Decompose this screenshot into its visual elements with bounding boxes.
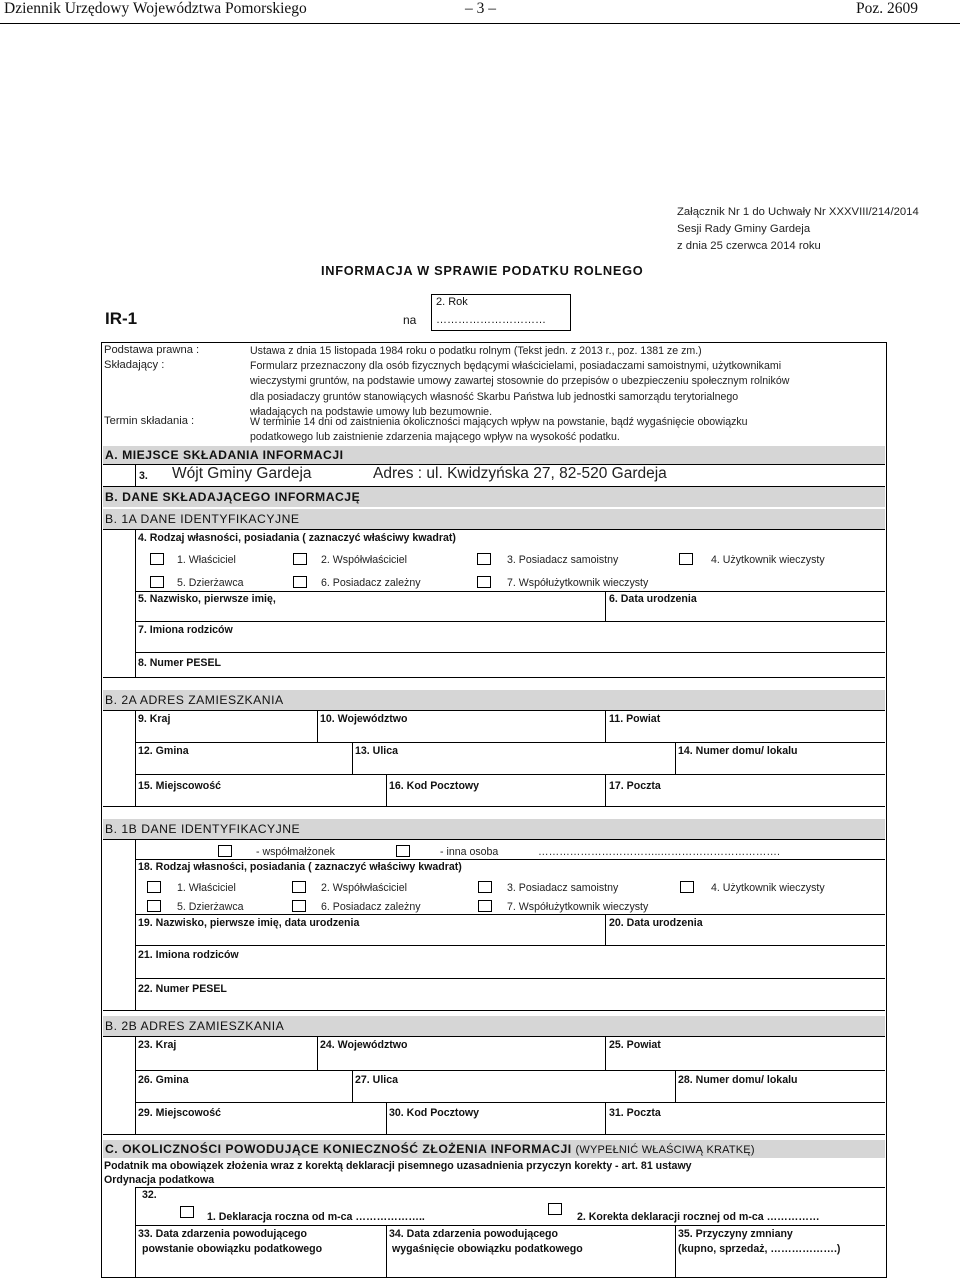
checkbox-perpetual-co-user[interactable] <box>477 576 491 588</box>
field-12-label: 12. Gmina <box>138 745 189 757</box>
section-line <box>103 806 885 807</box>
header-divider <box>0 23 960 24</box>
field-14-label: 14. Numer domu/ lokalu <box>678 745 798 757</box>
na-label: na <box>403 313 417 327</box>
option-independent-holder: 3. Posiadacz samoistny <box>507 554 619 566</box>
cell-border <box>352 1070 353 1102</box>
field-7-label: 7. Imiona rodziców <box>138 624 233 636</box>
form-code: IR-1 <box>105 309 138 328</box>
filer-label: Składający : <box>104 359 165 371</box>
cell-border <box>135 710 136 806</box>
section-c-heading: C. OKOLICZNOŚCI POWODUJĄCE KONIECZNOŚĆ ZŁOŻENIA INFORMACJI <box>105 1142 572 1156</box>
attachment-line: Sesji Rady Gminy Gardeja <box>677 223 811 235</box>
section-a-title: A. MIEJSCE SKŁADANIA INFORMACJI <box>103 446 885 464</box>
position-number: Poz. 2609 <box>856 0 918 17</box>
option-independent-holder-2: 3. Posiadacz samoistny <box>507 882 619 894</box>
attachment-line: z dnia 25 czerwca 2014 roku <box>677 240 821 252</box>
field-24-label: 24. Województwo <box>320 1039 408 1051</box>
office-name: Wójt Gminy Gardeja <box>172 465 312 482</box>
checkbox-dependent-holder-2[interactable] <box>292 900 306 912</box>
checkbox-tenant-2[interactable] <box>147 900 161 912</box>
deadline-line: podatkowego lub zaistnienie zdarzenia mającego wpływ na wysokość podatku. <box>250 431 620 444</box>
field-4-label: 4. Rodzaj własności, posiadania ( zaznaczyć właściwy kwadrat) <box>138 532 456 544</box>
attachment-note <box>677 204 919 255</box>
cell-line <box>135 1225 885 1226</box>
cell-border <box>317 1036 318 1070</box>
checkbox-correction[interactable] <box>548 1203 562 1215</box>
field-16-label: 16. Kod Pocztowy <box>389 780 480 792</box>
filer-line: wieczystymi gruntów, na podstawie umowy zawartej stosownie do przepisów o ubezpieczeniu społecznym rolników <box>250 375 790 388</box>
option-co-owner-2: 2. Współwłaściciel <box>321 882 407 894</box>
cell-line <box>135 978 885 979</box>
option-dependent-holder-2: 6. Posiadacz zależny <box>321 901 421 913</box>
cell-line <box>135 652 885 653</box>
cell-border <box>605 914 606 945</box>
year-dots: ………………………… <box>436 314 546 326</box>
field-11-label: 11. Powiat <box>609 713 661 725</box>
section-b2a-title: B. 2A ADRES ZAMIESZKANIA <box>103 690 885 710</box>
cell-line <box>135 1187 885 1188</box>
field-21-label: 21. Imiona rodziców <box>138 949 239 961</box>
checkbox-independent-holder-2[interactable] <box>478 881 492 893</box>
form-title: INFORMACJA W SPRAWIE PODATKU ROLNEGO <box>321 263 644 278</box>
option-tenant-2: 5. Dzierżawca <box>177 901 244 913</box>
section-b-title: B. DANE SKŁADAJĄCEGO INFORMACJĘ <box>103 487 885 507</box>
section-c-title <box>103 1140 885 1158</box>
checkbox-perpetual-co-user-2[interactable] <box>478 900 492 912</box>
checkbox-other-person[interactable] <box>396 845 410 857</box>
field-8-label: 8. Numer PESEL <box>138 657 222 669</box>
field-23-label: 23. Kraj <box>138 1039 177 1051</box>
cell-border <box>675 742 676 774</box>
option-co-owner: 2. Współwłaściciel <box>321 554 407 566</box>
cell-border <box>675 1070 676 1102</box>
field-25-label: 25. Powiat <box>609 1039 661 1051</box>
other-person-dots[interactable]: ……………………………..……………………………. <box>538 846 780 858</box>
checkbox-spouse[interactable] <box>218 845 232 857</box>
field-15-label: 15. Miejscowość <box>138 780 222 792</box>
deadline-line: W terminie 14 dni od zaistnienia okoliczności mających wpływ na powstanie, bądź wygaśnięcie obowiązku <box>250 416 748 428</box>
option-correction: 2. Korekta deklaracji rocznej od m-ca …………… <box>577 1211 820 1223</box>
cell-border <box>135 839 136 1010</box>
field-33-sublabel: powstanie obowiązku podatkowego <box>142 1243 323 1255</box>
checkbox-co-owner[interactable] <box>293 553 307 565</box>
basis-label: Podstawa prawna : <box>104 344 200 356</box>
section-c-note: (WYPEŁNIĆ WŁAŚCIWĄ KRATKĘ) <box>575 1144 755 1156</box>
filer-line: Formularz przeznaczony dla osób fizycznych będącymi właścicielami, posiadaczami samoistnymi, użytkownikami <box>250 360 782 372</box>
option-tenant: 5. Dzierżawca <box>177 577 244 589</box>
field-3-number: 3. <box>139 470 148 482</box>
correction-note-2: Ordynacja podatkowa <box>104 1174 215 1186</box>
field-31-label: 31. Poczta <box>609 1107 661 1119</box>
cell-border <box>675 1225 676 1277</box>
field-6-label: 6. Data urodzenia <box>609 593 697 605</box>
option-perpetual-co-user-2: 7. Współużytkownik wieczysty <box>507 901 649 913</box>
filer-text <box>250 359 789 420</box>
section-b1b-title: B. 1B DANE IDENTYFIKACYJNE <box>103 819 885 839</box>
field-26-label: 26. Gmina <box>138 1074 189 1086</box>
cell-line <box>135 914 885 915</box>
cell-border <box>605 591 606 621</box>
field-9-label: 9. Kraj <box>138 713 171 725</box>
journal-title: Dziennik Urzędowy Województwa Pomorskiego <box>4 0 307 17</box>
page-number: – 3 – <box>465 0 496 17</box>
field-35-sublabel: (kupno, sprzedaż, ……………….) <box>678 1243 841 1255</box>
cell-border <box>135 1036 136 1134</box>
cell-line <box>135 774 885 775</box>
field-13-label: 13. Ulica <box>355 745 398 757</box>
deadline-label: Termin składania : <box>104 415 195 427</box>
field-19-label: 19. Nazwisko, pierwsze imię, data urodzenia <box>138 917 360 929</box>
section-line <box>103 677 885 678</box>
field-34-sublabel: wygaśnięcie obowiązku podatkowego <box>392 1243 583 1255</box>
field-35-label: 35. Przyczyny zmniany <box>678 1228 793 1240</box>
cell-line <box>135 1070 885 1071</box>
checkbox-co-owner-2[interactable] <box>292 881 306 893</box>
cell-line <box>135 742 885 743</box>
cell-border <box>605 1036 606 1070</box>
option-spouse: - współmałżonek <box>256 846 335 858</box>
cell-border <box>386 1225 387 1277</box>
attachment-line: Załącznik Nr 1 do Uchwały Nr XXXVIII/214/2014 <box>677 206 919 218</box>
basis-text: Ustawa z dnia 15 listopada 1984 roku o podatku rolnym (Tekst jedn. z 2013 r., poz. 1381 ze zm.) <box>250 345 702 357</box>
section-line <box>103 1010 885 1011</box>
cell-line <box>135 621 885 622</box>
field-29-label: 29. Miejscowość <box>138 1107 222 1119</box>
field-5-label: 5. Nazwisko, pierwsze imię, <box>138 593 276 605</box>
option-annual-declaration: 1. Deklaracja roczna od m-ca ……………….. <box>207 1211 425 1223</box>
section-line <box>103 1134 885 1135</box>
cell-border <box>605 774 606 806</box>
cell-border <box>386 1102 387 1134</box>
field-30-label: 30. Kod Pocztowy <box>389 1107 480 1119</box>
cell-line <box>135 1102 885 1103</box>
correction-note: Podatnik ma obowiązek złożenia wraz z korektą deklaracji pisemnego uzasadnienia przyczyn korekty - art. 81 ustawy <box>104 1160 692 1172</box>
cell-border <box>605 710 606 742</box>
office-address: Adres : ul. Kwidzyńska 27, 82-520 Gardeja <box>373 465 667 482</box>
option-owner-2: 1. Właściciel <box>177 882 236 894</box>
section-line <box>103 529 885 530</box>
section-line <box>103 839 885 840</box>
cell-border <box>135 464 136 486</box>
checkbox-owner-2[interactable] <box>147 881 161 893</box>
field-17-label: 17. Poczta <box>609 780 661 792</box>
filer-line: dla posiadaczy gruntów stanowiących własność Skarbu Państwa lub jednostki samorządu terytorialnego <box>250 390 739 403</box>
year-label: 2. Rok <box>436 296 468 308</box>
option-perpetual-user: 4. Użytkownik wieczysty <box>711 554 825 566</box>
checkbox-independent-holder[interactable] <box>477 553 491 565</box>
section-line <box>103 710 885 711</box>
option-owner: 1. Właściciel <box>177 554 236 566</box>
cell-border <box>135 1187 136 1277</box>
deadline-text <box>250 415 748 446</box>
field-34-label: 34. Data zdarzenia powodującego <box>389 1228 558 1240</box>
checkbox-perpetual-user[interactable] <box>679 553 693 565</box>
section-b1a-title: B. 1A DANE IDENTYFIKACYJNE <box>103 509 885 529</box>
field-33-label: 33. Data zdarzenia powodującego <box>138 1228 307 1240</box>
checkbox-owner[interactable] <box>150 553 164 565</box>
cell-border <box>352 742 353 774</box>
cell-line <box>135 945 885 946</box>
checkbox-perpetual-user-2[interactable] <box>680 881 694 893</box>
field-18-label: 18. Rodzaj własności, posiadania ( zaznaczyć właściwy kwadrat) <box>138 861 462 873</box>
cell-border <box>317 710 318 742</box>
cell-border <box>386 774 387 806</box>
field-32-label: 32. <box>142 1189 157 1201</box>
option-perpetual-co-user: 7. Współużytkownik wieczysty <box>507 577 649 589</box>
cell-border <box>605 1102 606 1134</box>
checkbox-tenant[interactable] <box>150 576 164 588</box>
option-perpetual-user-2: 4. Użytkownik wieczysty <box>711 882 825 894</box>
field-10-label: 10. Województwo <box>320 713 408 725</box>
section-line <box>103 1036 885 1037</box>
filer-line: władających na podstawie umowy lub bezumownie. <box>250 405 493 418</box>
field-28-label: 28. Numer domu/ lokalu <box>678 1074 798 1086</box>
field-22-label: 22. Numer PESEL <box>138 983 227 995</box>
option-dependent-holder: 6. Posiadacz zależny <box>321 577 421 589</box>
field-27-label: 27. Ulica <box>355 1074 398 1086</box>
year-field[interactable] <box>431 294 571 331</box>
field-20-label: 20. Data urodzenia <box>609 917 703 929</box>
option-other-person: - inna osoba <box>440 846 499 858</box>
checkbox-dependent-holder[interactable] <box>293 576 307 588</box>
checkbox-annual-declaration[interactable] <box>180 1206 194 1218</box>
cell-border <box>135 529 136 677</box>
section-b2b-title: B. 2B ADRES ZAMIESZKANIA <box>103 1016 885 1036</box>
